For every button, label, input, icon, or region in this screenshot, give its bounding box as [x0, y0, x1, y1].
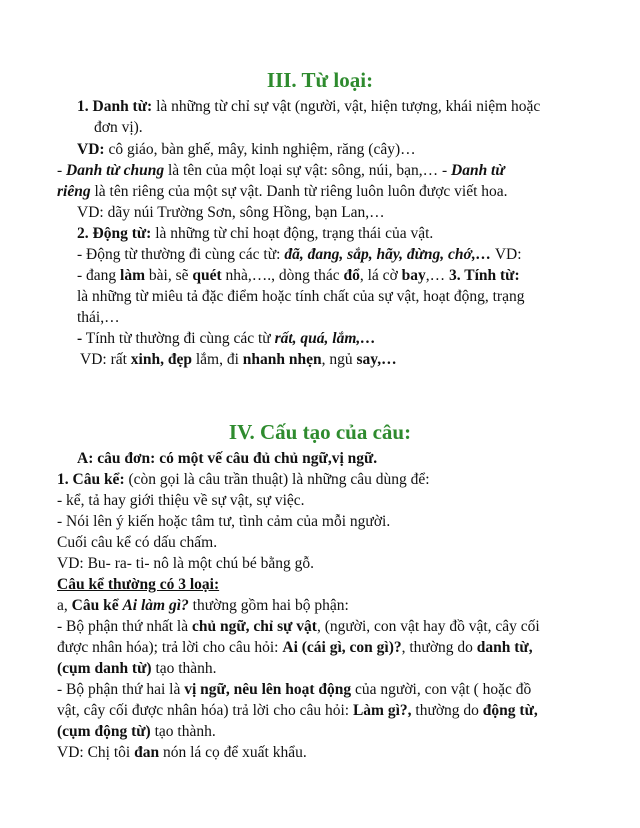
line: Câu kể thường có 3 loại:: [57, 576, 220, 593]
line: - đang làm bài, sẽ quét nhà,…., dòng thác đổ, lá cờ bay,… 3. Tính từ:: [77, 267, 520, 284]
line: 1. Câu kể: (còn gọi là câu trần thuật) là những câu dùng để:: [57, 471, 430, 488]
line: là những từ miêu tả đặc điểm hoặc tính chất của sự vật, hoạt động, trạng: [77, 288, 525, 305]
line: (cụm danh từ) tạo thành.: [57, 660, 217, 677]
line: 2. Động từ: là những từ chỉ hoạt động, trạng thái của vật.: [77, 225, 434, 242]
line: - Tính từ thường đi cùng các từ rất, quá, lắm,…: [77, 330, 376, 347]
line: riêng là tên riêng của một sự vật. Danh từ riêng luôn luôn được viết hoa.: [57, 183, 508, 200]
line: thái,…: [77, 309, 120, 326]
line: đơn vị).: [94, 119, 143, 136]
line: vật, cây cối được nhân hóa) trả lời cho câu hỏi: Làm gì?, thường do động từ,: [57, 702, 538, 719]
line: VD: dãy núi Trường Sơn, sông Hồng, bạn Lan,…: [77, 204, 385, 221]
line: 1. Danh từ: là những từ chỉ sự vật (người, vật, hiện tượng, khái niệm hoặc: [77, 98, 541, 115]
line: VD: cô giáo, bàn ghế, mây, kinh nghiệm, răng (cây)…: [77, 141, 416, 158]
line: (cụm động từ) tạo thành.: [57, 723, 216, 740]
line: - Danh từ chung là tên của một loại sự vật: sông, núi, bạn,… - Danh từ: [57, 162, 505, 179]
section-title-cau-tao-cau: IV. Cấu tạo của câu:: [228, 420, 412, 444]
line: VD: Bu- ra- ti- nô là một chú bé bằng gỗ.: [57, 555, 314, 572]
line: A: câu đơn: có một vế câu đủ chủ ngữ,vị ngữ.: [77, 450, 378, 467]
line: VD: rất xinh, đẹp lắm, đi nhanh nhẹn, ngủ say,…: [80, 351, 397, 368]
line: a, Câu kể Ai làm gì? thường gồm hai bộ phận:: [57, 597, 349, 614]
line: được nhân hóa); trả lời cho câu hỏi: Ai (cái gì, con gì)?, thường do danh từ,: [57, 639, 533, 656]
line: - kể, tả hay giới thiệu về sự vật, sự việc.: [57, 492, 305, 509]
section-title-tu-loai: III. Từ loại:: [266, 68, 374, 92]
line: - Bộ phận thứ hai là vị ngữ, nêu lên hoạt động của người, con vật ( hoặc đồ: [57, 681, 532, 698]
line: Cuối câu kể có dấu chấm.: [57, 534, 218, 551]
line: - Bộ phận thứ nhất là chủ ngữ, chỉ sự vật, (người, con vật hay đồ vật, cây cối: [57, 618, 540, 635]
line: - Động từ thường đi cùng các từ: đã, đang, sắp, hãy, đừng, chớ,… VD:: [77, 246, 522, 263]
line: VD: Chị tôi đan nón lá cọ để xuất khẩu.: [57, 744, 307, 761]
line: - Nói lên ý kiến hoặc tâm tư, tình cảm của mỗi người.: [57, 513, 391, 530]
